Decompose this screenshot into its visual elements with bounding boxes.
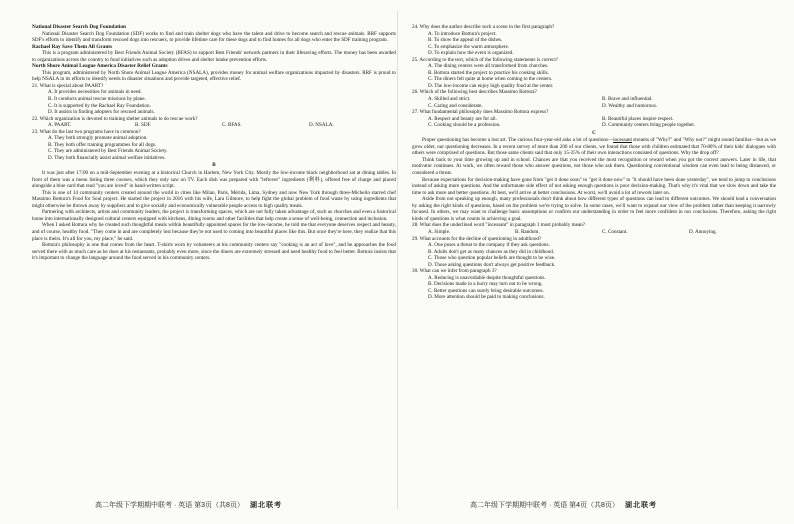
option-a: A. One poses a threat to the company if they ask questions.: [428, 242, 550, 249]
option-c: C. BFAS.: [222, 122, 242, 129]
option-a: A. PAART.: [48, 122, 72, 129]
question-stem: 29. What accounts for the decline of questioning in adulthood?: [412, 235, 542, 242]
section-title: North Shore Animal League America Disaster Relief Grants: [32, 63, 168, 70]
option-b: B. Random.: [515, 228, 540, 235]
option-d: D. NSALA.: [309, 122, 334, 129]
option-b: B. Brave and influential.: [602, 96, 653, 103]
passage-b-paragraph: When I asked Bottura why he created such thoughtful meals within beautifully appointed spaces for the low-income, he told me that everyone deserves respect and beauty, and of course, healthy food. "They come in and are completely lost because they're not used to coming into beautiful places like this. But once they're here, they realize that this place is theirs. It's all for you, my place," he said.: [32, 222, 396, 242]
option-a: A. Simple.: [428, 228, 451, 235]
option-c: C. It is supported by the Rachael Ray Foundation.: [48, 102, 151, 109]
section-title: Rachael Ray Save Them All Grants: [32, 43, 113, 50]
passage-c-label: C: [592, 129, 596, 136]
left-column: [32, 24, 396, 494]
exam-stamp: 湖北联考: [624, 502, 657, 509]
option-d: D. To explain how the event is organized.: [428, 50, 514, 57]
exam-stamp: 湖北联考: [249, 502, 282, 509]
option-a: A. It provides necessities for animals in need.: [48, 89, 142, 96]
question-stem: 27. What fundamental philosophy does Massimo Bottura express?: [412, 109, 549, 116]
option-b: B. Decisions made in a hurry may turn out to be wrong.: [428, 281, 543, 288]
option-d: D. Community centers bring people together.: [602, 122, 695, 129]
option-b: B. Adults don't get as many chances as they did in childhood.: [428, 248, 555, 255]
passage-c-paragraph: Think back to your time growing up and in school. Chances are that you received the most recognition or reward when you got the correct answers. Later in life, that motivator continues. At work, we often reward those who answer questions, not those who ask them. Questioning conventional wisdom can even lead to being distanced, or considered a threat.: [412, 156, 776, 177]
option-d: D. More attention should be paid to making conclusions.: [428, 294, 545, 301]
passage-b-paragraph: Partnering with architects, artists and community leaders, the project is transforming spaces, which are not fully taken advantage of, such as churches and even a historical home into internationally designed cultural centers equipped with kitchens, dining rooms and other facilities that help create a sense of well-being, connection and inclusion.: [32, 209, 396, 222]
option-b: B. SDF.: [135, 122, 152, 129]
passage-b-paragraph: It was just after 17:00 on a mid-September evening at a historical Church in Harlem, New York City. Mostly the low-income black neighborhood sat at dining tables. In front of them was a menu listing three courses, which they only saw on TV. Each dish was prepared with "leftover" ingredients (剩料), offered free of charge and placed alongside a blue card that read "you are loved" in hand-written script.: [32, 170, 396, 190]
footer-text: 高二年级下学期期中联考 · 英语 第4页（共8页）: [470, 502, 619, 509]
option-c: C. They are administered by Best Friends Animal Society.: [48, 148, 168, 155]
option-d: D. The low-income can enjoy high quality food at the center.: [428, 82, 554, 89]
option-b: B. Beautiful places inspire respect.: [602, 115, 674, 122]
passage-c-paragraph: Because expectations for decision-making have gone from "get it done soon" to "get it done now" to "it should have been done yesterday", we tend to jump to conclusions instead of asking more questions. And the unfortunate side effect of not asking enough questions is poor decision-making. That's why it's vital that we slow down and take the time to ask more and better questions. At best, we'll arrive at better conclusions. At worst, we'll avoid a lot of rework later on.: [412, 176, 776, 196]
page-footer-left: [95, 500, 282, 510]
passage-c-paragraph: Proper questioning has become a lost art. The curious four-year-old asks a lot of questions—incessant streams of "Why?" and "Why not?" might sound familiar—but as we grow older, our questioning decreases. In a recent survey of more than 200 of our clients, we found that those with children estimated that 70-80% of their kids' dialogues with others were comprised of questions. But those same clients said that only 15-25% of their own interactions consisted of questions. Why the drop off?: [412, 137, 776, 157]
passage-b-paragraph: This is one of 14 community centers created around the world in cities like Milan, Paris, Mérida, Lima, Sydney and now New York through three-Michelin starred chef Massimo Bottura's Food for Soul project. He started the project in 2016 with his wife, Lara Gilmore, to help fight the global problem of food waste by using ingredients that might otherwise be thrown away by suppliers and to give socially and economically vulnerable people access to high quality meals.: [32, 189, 396, 209]
question-24: [412, 24, 776, 57]
footer-text: 高二年级下学期期中联考 · 英语 第3页（共8页）: [95, 502, 244, 509]
right-column: [412, 24, 776, 494]
option-c: C. Better questions can surely bring desirable outcomes.: [428, 287, 544, 294]
option-d: D. Annoying.: [689, 228, 717, 235]
option-d: D. They both financially assist animal welfare initiatives.: [48, 154, 166, 161]
option-a: A. They both strongly promote animal adoption.: [48, 135, 148, 142]
option-c: C. Those who question popular beliefs are thought to be wise.: [428, 255, 556, 262]
option-a: A. Respect and beauty are for all.: [428, 115, 497, 122]
underlined-word: incessant: [613, 137, 632, 144]
section-sdf: [32, 24, 396, 44]
question-stem: 24. Why does the author describe such a scene in the first paragraph?: [412, 24, 555, 30]
option-b: B. It conducts animal rescue missions by plane.: [48, 96, 146, 103]
option-a: A. Reducing is unavoidable despite thoughtful questions.: [428, 274, 546, 281]
question-23: [32, 129, 396, 162]
option-b: B. Bottura started the project to practice his cooking skills.: [428, 69, 549, 76]
question-27: [412, 109, 776, 129]
section-text: This is a program administered by Best Friends Animal Society (BFAS) to support Best Friends' network partners in their lifesaving efforts. The money has been awarded to organizations across the country to fund initiatives such as adoption drives and shelter intake prevention efforts.: [32, 50, 396, 63]
question-29: [412, 236, 776, 269]
section-rachael-ray: [32, 44, 396, 64]
option-c: C. The diners felt quite at home when coming to the centers.: [428, 76, 553, 83]
option-d: D. Wealthy and humorous.: [602, 102, 658, 109]
question-stem: 25. According to the text, which of the following statements is correct?: [412, 56, 559, 63]
section-text: This program, administered by North Shore Animal League America (NSALA), provides money for animal welfare organizations impacted by disasters. RRF is proud to help NSALA in its efforts to identify needs in disaster situations and provide targeted, effective relief.: [32, 69, 396, 83]
question-28: [412, 222, 776, 235]
option-c: C. Constant.: [602, 228, 628, 235]
section-nsala: [32, 63, 396, 83]
question-22: [32, 116, 396, 129]
option-c: C. To emphasize the warm atmosphere.: [428, 43, 510, 50]
question-30: [412, 268, 776, 301]
option-a: A. Skilled and strict.: [428, 96, 471, 103]
option-a: A. To introduce Bottura's project.: [428, 30, 497, 37]
passage-b-paragraph: Bottura's philosophy is one that comes from the heart. T-shirts worn by volunteers at his community centers say "cooking is an act of love", and he approaches the food served there with as much care as he does at his restaurants, probably even more, since the diners are extremely stressed and need healthy food to feel better. Bottura insists that it's important to change the language around the food served in his community centers.: [32, 242, 396, 262]
question-stem: 23. What do the last two programs have in common?: [32, 128, 141, 135]
option-b: B. They both offer training programmes for all dogs.: [48, 141, 157, 148]
question-stem: 22. Which organization is devoted to training shelter animals to do rescue work?: [32, 115, 198, 122]
passage-c-paragraph: Aside from not speaking up enough, many professionals don't think about how different types of questions can lead to different outcomes. We should lead a conversation by asking the right kinds of questions, based on the problem we're trying to solve. In some cases, we'll want to expand our view of the problem rather than keeping it narrowly focused. In others, we may want to challenge basic assumptions or confirm our understanding in order to feel more confident in our conclusions. Therefore, asking the right kinds of questions is what counts in achieving a goal.: [412, 196, 776, 222]
question-stem: 30. What can we infer from paragraph 3?: [412, 268, 497, 275]
option-d: D. It assists in finding adopters for rescued animals.: [48, 109, 155, 116]
page-footer-right: [470, 500, 657, 510]
question-stem: 26. Which of the following best describes Massimo Bottura?: [412, 89, 537, 96]
option-d: D. Those asking questions don't always get positive feedback.: [428, 261, 556, 268]
option-a: A. The dining centers were all transformed from churches.: [428, 63, 549, 70]
question-stem: 28. What does the underlined word "incessant" in paragraph 1 most probably mean?: [412, 222, 585, 229]
page-fold: [397, 10, 398, 510]
question-25: [412, 57, 776, 90]
question-26: [412, 89, 776, 109]
section-title: National Disaster Search Dog Foundation: [32, 24, 126, 30]
option-c: C. Caring and considerate.: [428, 102, 483, 109]
option-c: C. Cooking should be a profession.: [428, 122, 501, 129]
section-text: National Disaster Search Dog Foundation (SDF) works to find and train shelter dogs who have the talent and drive to become search and rescue animals. RRF supports SDF's efforts to identify and transform rescued dogs into rescuers, to provide lifetime care for these dogs and to find homes for all dogs who enter the SDF training program.: [32, 30, 396, 44]
option-b: B. To show the appeal of the dishes.: [428, 37, 503, 44]
question-stem: 21. What is special about PAART?: [32, 82, 104, 89]
passage-b-label: B: [212, 162, 216, 169]
question-21: [32, 83, 396, 116]
